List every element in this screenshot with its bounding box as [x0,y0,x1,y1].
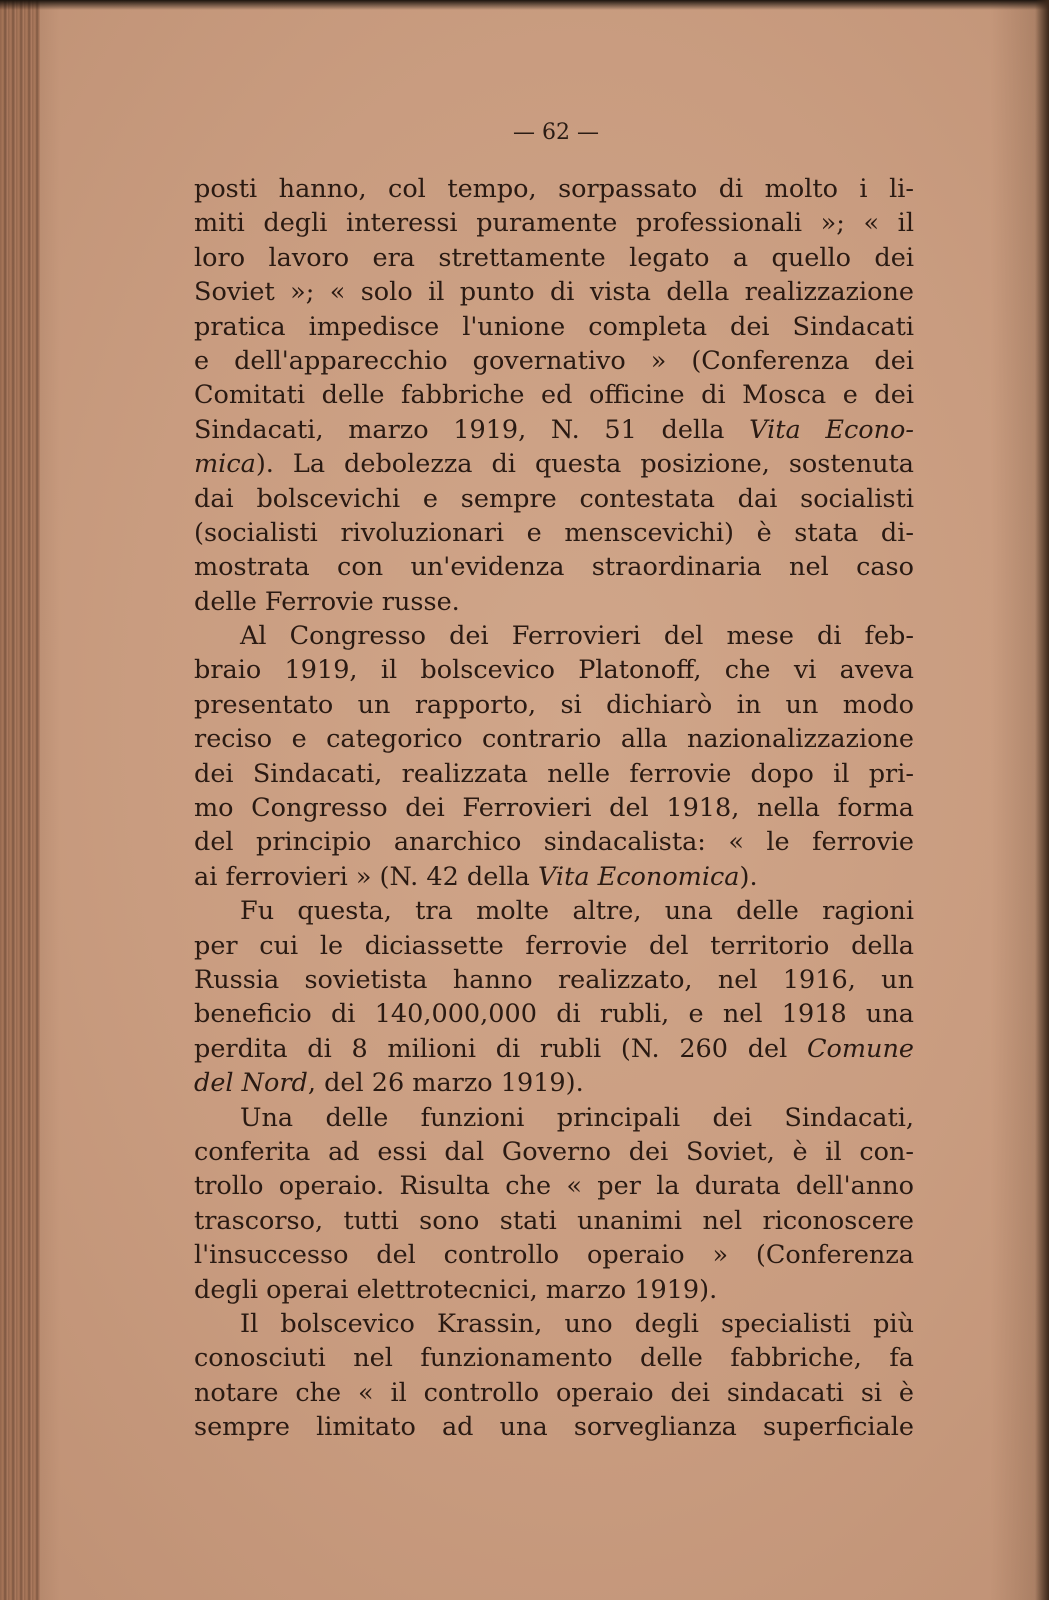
text-line: trollo operaio. Risulta che « per la durata dell'anno [194,1171,914,1202]
text-line: dei Sindacati, realizzata nelle ferrovie dopo il pri- [194,758,914,789]
text-line: per cui le diciassette ferrovie del territorio della [194,930,914,961]
text-line: mica). La debolezza di questa posizione, sostenuta [194,449,914,480]
text-line: Soviet »; « solo il punto di vista della realizzazione [194,277,914,308]
text-line: Comitati delle fabbriche ed officine di Mosca e dei [194,380,914,411]
text-line: perdita di 8 milioni di rubli (N. 260 del Comune [194,1033,914,1064]
text-line: posti hanno, col tempo, sorpassato di molto i li- [194,174,914,204]
top-shadow [0,0,1049,10]
text-line: l'insuccesso del controllo operaio » (Conferenza [194,1240,914,1271]
body-text [194,172,914,1444]
text-line: mo Congresso dei Ferrovieri del 1918, nella forma [194,793,914,824]
text-line: miti degli interessi puramente professionali »; « il [194,208,914,239]
text-line: del Nord, del 26 marzo 1919). [194,1068,584,1099]
text-line: (socialisti rivoluzionari e menscevichi) è stata di- [194,517,914,548]
text-line: pratica impedisce l'unione completa dei Sindacati [194,311,914,342]
text-line: Russia sovietista hanno realizzato, nel 1916, un [194,964,914,995]
text-line: dai bolscevichi e sempre contestata dai socialisti [194,483,914,514]
text-line: presentato un rapporto, si dichiarò in un modo [194,689,914,720]
text-line: braio 1919, il bolscevico Platonoff, che vi aveva [194,655,914,686]
text-line: del principio anarchico sindacalista: « le ferrovie [194,827,914,858]
text-line: conferita ad essi dal Governo dei Soviet, è il con- [194,1136,914,1167]
text-line: trascorso, tutti sono stati unanimi nel riconoscere [194,1205,914,1236]
text-line: Fu questa, tra molte altre, una delle ragioni [240,896,914,927]
text-line: loro lavoro era strettamente legato a quello dei [194,242,914,273]
text-line: ai ferrovieri » (N. 42 della Vita Economica). [194,861,758,892]
text-line: delle Ferrovie russe. [194,586,460,617]
text-line: Una delle funzioni principali dei Sindacati, [240,1102,914,1133]
text-line: mostrata con un'evidenza straordinaria nel caso [194,552,914,583]
right-page-edge [1035,0,1049,1600]
text-line: Al Congresso dei Ferrovieri del mese di feb- [240,621,914,652]
text-line: Sindacati, marzo 1919, N. 51 della Vita Econo- [194,414,914,445]
text-line: sempre limitato ad una sorveglianza superficiale [194,1412,914,1443]
text-line: Il bolscevico Krassin, uno degli specialisti più [240,1308,914,1339]
text-line: reciso e categorico contrario alla nazionalizzazione [194,724,914,755]
page-number: — 62 — [513,120,599,145]
book-binding [0,0,40,1600]
text-line: notare che « il controllo operaio dei sindacati si è [194,1377,914,1408]
text-line: conosciuti nel funzionamento delle fabbriche, fa [194,1343,914,1374]
text-line: degli operai elettrotecnici, marzo 1919). [194,1274,718,1305]
text-line: beneficio di 140,000,000 di rubli, e nel 1918 una [194,999,914,1030]
text-line: e dell'apparecchio governativo » (Conferenza dei [194,345,914,376]
